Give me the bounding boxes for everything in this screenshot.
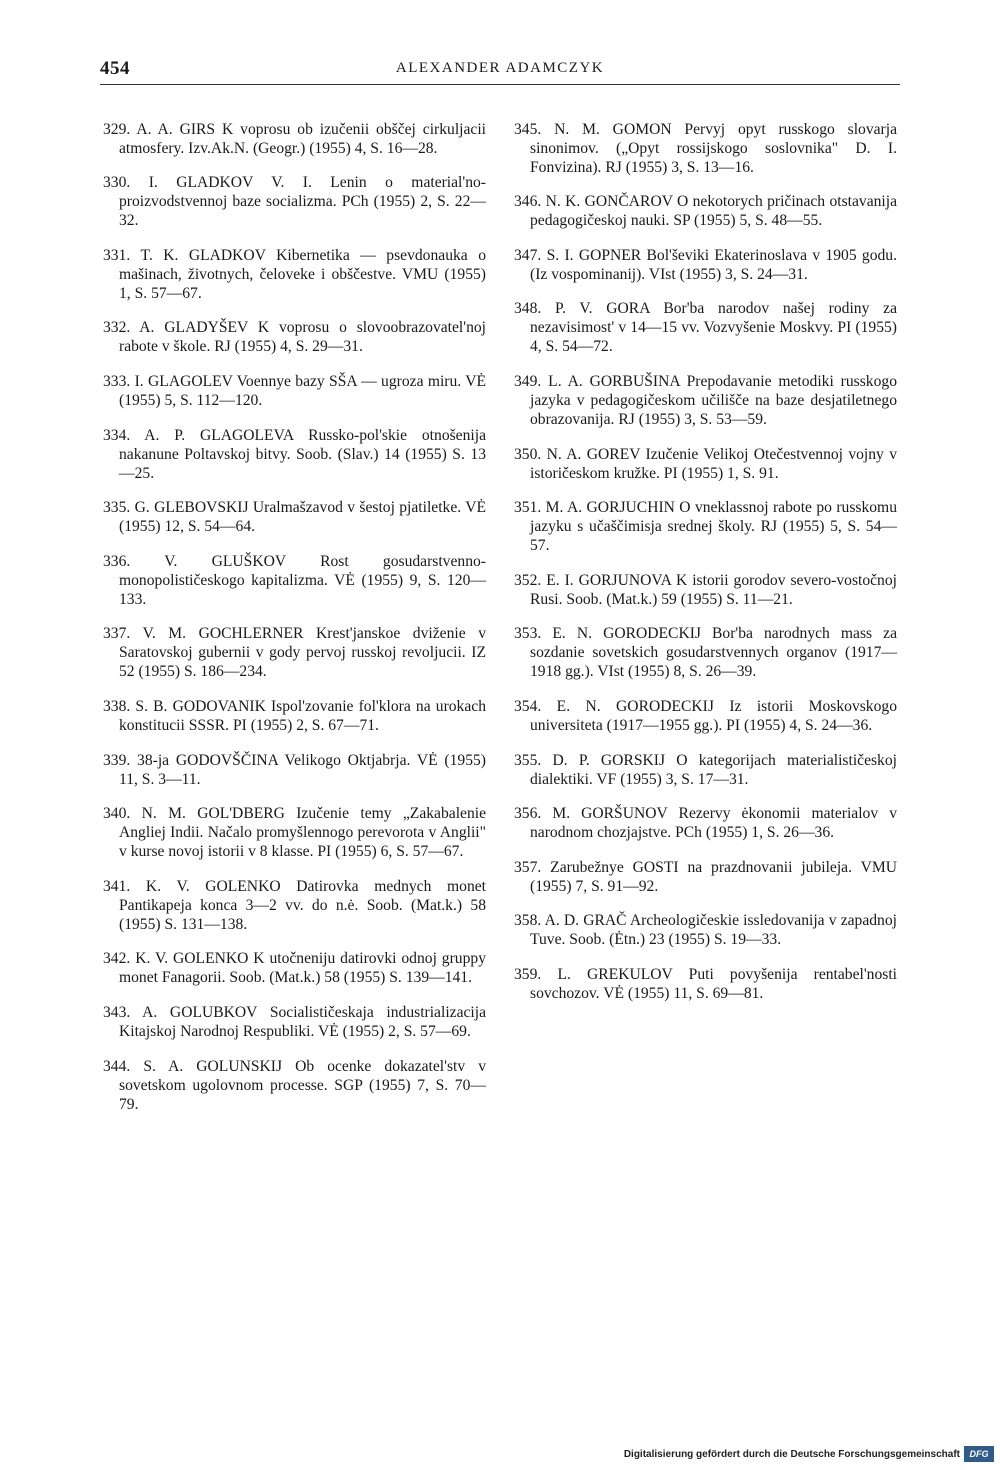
- page-number: 454: [100, 58, 130, 79]
- page-header: [100, 58, 900, 85]
- bibliography-entry: 333. I. GLAGOLEV Voennye bazy SŠA — ugroza miru. VĖ (1955) 5, S. 112—120.: [103, 372, 486, 409]
- dfg-logo: DFG: [964, 1446, 994, 1462]
- bibliography-entry: 338. S. B. GODOVANIK Ispol'zovanie fol'klora na urokach konstitucii SSSR. PI (1955) 2, S. 67—71.: [103, 697, 486, 734]
- bibliography-entry: 329. A. A. GIRS K voprosu ob izučenii obščej cirkuljacii atmosfery. Izv.Ak.N. (Geogr.) (1955) 4, S. 16—28.: [103, 120, 486, 157]
- bibliography-entry: 353. E. N. GORODECKIJ Bor'ba narodnych mass za sozdanie sovetskich gosudarstvennych organov (1917—1918 gg.). VIst (1955) 8, S. 26—39.: [514, 625, 897, 681]
- bibliography-entry: 337. V. M. GOCHLERNER Krest'janskoe dviženie v Saratovskoj gubernii v gody pervoj russkoj revoljucii. IZ 52 (1955) S. 186—234.: [103, 625, 486, 681]
- bibliography-entry: 336. V. GLUŠKOV Rost gosudarstvenno-monopolističeskogo kapitalizma. VĖ (1955) 9, S. 120—133.: [103, 552, 486, 608]
- bibliography-entry: 350. N. A. GOREV Izučenie Velikoj Otečestvennoj vojny v istoričeskom kružke. PI (1955) 1, S. 91.: [514, 445, 897, 482]
- bibliography-entry: 344. S. A. GOLUNSKIJ Ob ocenke dokazatel'stv v sovetskom ugolovnom processe. SGP (1955) 7, S. 70—79.: [103, 1057, 486, 1113]
- left-column: [103, 104, 486, 1127]
- bibliography-entry: 334. A. P. GLAGOLEVA Russko-pol'skie otnošenija nakanune Poltavskoj bitvy. Soob. (Slav.) 14 (1955) S. 13—25.: [103, 426, 486, 482]
- bibliography-entry: 359. L. GREKULOV Puti povyšenija rentabel'nosti sovchozov. VĖ (1955) 11, S. 69—81.: [514, 965, 897, 1002]
- bibliography-entry: 351. M. A. GORJUCHIN O vneklassnoj rabote po russkomu jazyku s učaščimisja srednej školy. RJ (1955) 5, S. 54—57.: [514, 499, 897, 555]
- bibliography-entry: 330. I. GLADKOV V. I. Lenin o material'no-proizvodstvennoj baze socializma. PCh (1955) 2, S. 22—32.: [103, 174, 486, 230]
- bibliography-entry: 342. K. V. GOLENKO K utočneniju datirovki odnoj gruppy monet Fanagorii. Soob. (Mat.k.) 58 (1955) S. 139—141.: [103, 950, 486, 987]
- bibliography-entry: 346. N. K. GONČAROV O nekotorych pričinach otstavanija pedagogičeskoj nauki. SP (1955) 5, S. 48—55.: [514, 193, 897, 230]
- bibliography-entry: 341. K. V. GOLENKO Datirovka mednych monet Pantikapeja konca 3—2 vv. do n.ė. Soob. (Mat.k.) 58 (1955) S. 131—138.: [103, 877, 486, 933]
- bibliography-entry: 345. N. M. GOMON Pervyj opyt russkogo slovarja sinonimov. („Opyt rossijskogo soslovnika" D. I. Fonvizina). RJ (1955) 3, S. 13—16.: [514, 120, 897, 176]
- bibliography-entry: 349. L. A. GORBUŠINA Prepodavanie metodiki russkogo jazyka v pedagogičeskom učilišče na baze desjatiletnego obrazovanija. RJ (1955) 3, S. 53—59.: [514, 372, 897, 428]
- bibliography-entry: 348. P. V. GORA Bor'ba narodov našej rodiny za nezavisimost' v 14—15 vv. Vozvyšenie Moskvy. PI (1955) 4, S. 54—72.: [514, 300, 897, 356]
- bibliography-entry: 340. N. M. GOL'DBERG Izučenie temy „Zakabalenie Angliej Indii. Načalo promyšlennogo perevorota v Anglii" v kurse novoj istorii v 8 klasse. PI (1955) 6, S. 57—67.: [103, 805, 486, 861]
- bibliography-entry: 331. T. K. GLADKOV Kibernetika — psevdonauka o mašinach, životnych, čeloveke i obščestve. VMU (1955) 1, S. 57—67.: [103, 246, 486, 302]
- bibliography-entry: 352. E. I. GORJUNOVA K istorii gorodov severo-vostočnoj Rusi. Soob. (Mat.k.) 59 (1955) S. 11—21.: [514, 571, 897, 608]
- digitization-credit: Digitalisierung gefördert durch die Deutsche Forschungsgemeinschaft: [623, 1449, 960, 1460]
- running-head: ALEXANDER ADAMCZYK: [395, 60, 605, 76]
- bibliography-entry: 356. M. GORŠUNOV Rezervy ėkonomii materialov v narodnom chozjajstve. PCh (1955) 1, S. 26—36.: [514, 805, 897, 842]
- bibliography-entry: 358. A. D. GRAČ Archeologičeskie issledovanija v zapadnoj Tuve. Soob. (Ėtn.) 23 (1955) S. 19—33.: [514, 912, 897, 949]
- bibliography-entry: 335. G. GLEBOVSKIJ Uralmašzavod v šestoj pjatiletke. VĖ (1955) 12, S. 54—64.: [103, 499, 486, 536]
- right-column: [514, 104, 897, 1017]
- bibliography-entry: 355. D. P. GORSKIJ O kategorijach materialističeskoj dialektiki. VF (1955) 3, S. 17—31.: [514, 751, 897, 788]
- bibliography-entry: 354. E. N. GORODECKIJ Iz istorii Moskovskogo universiteta (1917—1955 gg.). PI (1955) 4, S. 24—36.: [514, 697, 897, 734]
- bibliography-entry: 347. S. I. GOPNER Bol'ševiki Ekaterinoslava v 1905 godu. (Iz vospominanij). VIst (1955) 3, S. 24—31.: [514, 246, 897, 283]
- bibliography-entry: 357. Zarubežnye GOSTI na prazdnovanii jubileja. VMU (1955) 7, S. 91—92.: [514, 858, 897, 895]
- bibliography-entry: 343. A. GOLUBKOV Socialističeskaja industrializacija Kitajskoj Narodnoj Respubliki. VĖ (1955) 2, S. 57—69.: [103, 1003, 486, 1040]
- bibliography-entry: 339. 38-ja GODOVŠČINA Velikogo Oktjabrja. VĖ (1955) 11, S. 3—11.: [103, 751, 486, 788]
- bibliography-entry: 332. A. GLADYŠEV K voprosu o slovoobrazovatel'noj rabote v škole. RJ (1955) 4, S. 29—31.: [103, 319, 486, 356]
